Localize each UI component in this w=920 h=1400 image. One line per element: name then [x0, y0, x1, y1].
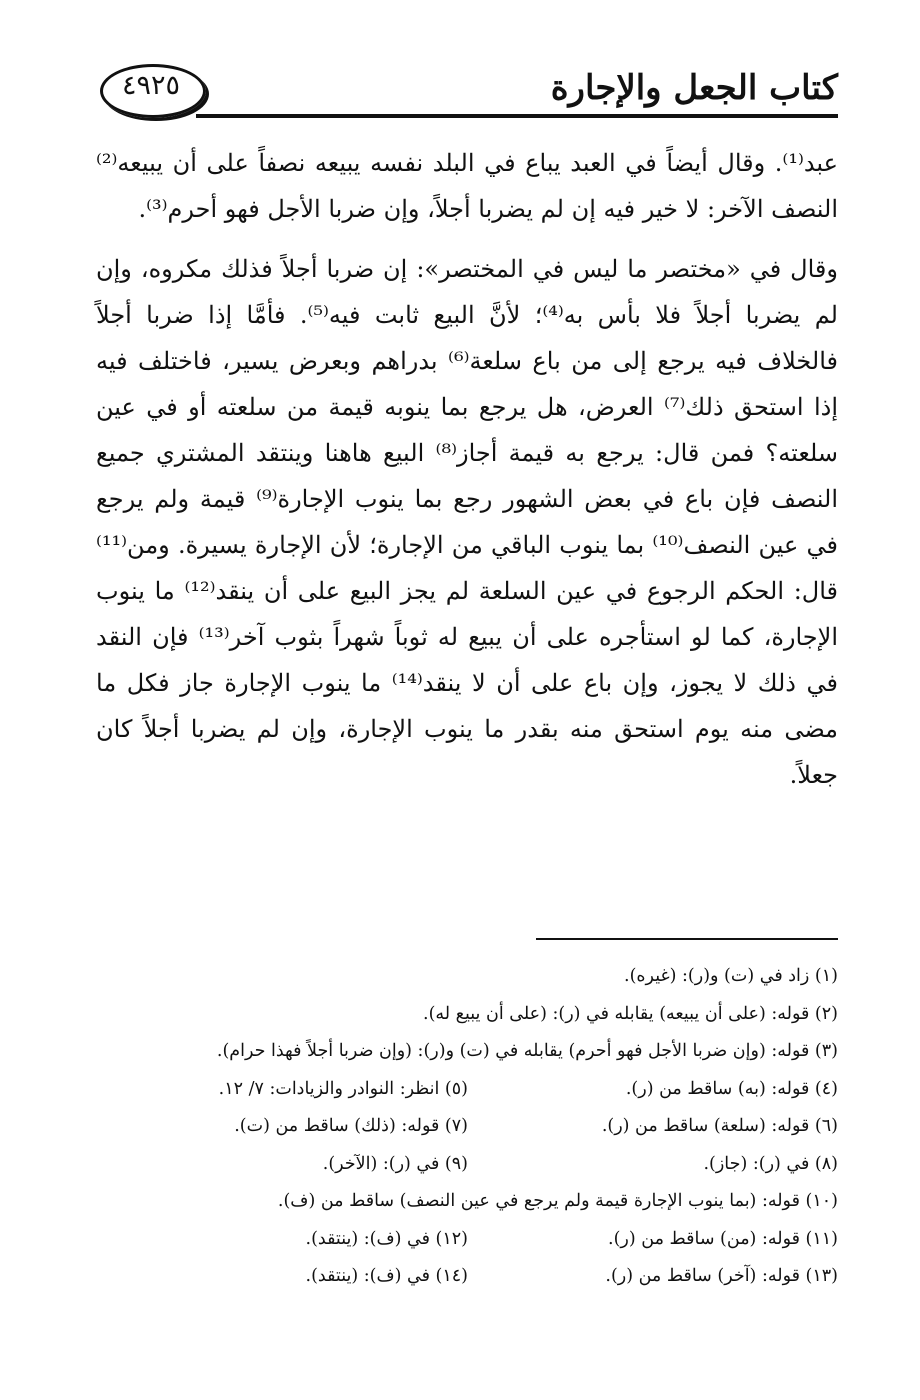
- footnote: (١) زاد في (ت) و(ر): (غيره).: [624, 966, 838, 986]
- footnote: (٩) في (ر): (الآخر).: [322, 1153, 468, 1174]
- footnotes: [96, 958, 838, 1296]
- footnote-row: [96, 1146, 838, 1184]
- footnote-separator: [536, 938, 838, 940]
- footnote: (١١) قوله: (من) ساقط من (ر).: [608, 1228, 838, 1249]
- footnote: (٦) قوله: (سلعة) ساقط من (ر).: [601, 1116, 838, 1136]
- page-header: [96, 62, 838, 122]
- footnote: (٥) انظر: النوادر والزيادات: ٧/ ١٢.: [218, 1078, 468, 1099]
- footnote: (٧) قوله: (ذلك) ساقط من (ت).: [234, 1116, 468, 1136]
- footnote: (٨) في (ر): (جاز).: [703, 1153, 838, 1174]
- footnote: (١٠) قوله: (بما ينوب الإجارة قيمة ولم يرجع في عين النصف) ساقط من (ف).: [277, 1191, 838, 1211]
- page-number: ٤٩٢٥: [121, 70, 180, 101]
- paragraph: عبد⁽¹⁾. وقال أيضاً في العبد يباع في البلد نفسه يبيعه نصفاً على أن يبيعه⁽²⁾ النصف الآخر: لا خير فيه إن لم يضربا أجلاً، وإن ضربا الأجل فهو أحرم⁽³⁾.: [96, 149, 838, 223]
- footnote-row: [96, 1258, 838, 1296]
- footnote-row: [96, 1108, 838, 1146]
- footnote: (٣) قوله: (وإن ضربا الأجل فهو أحرم) يقابله في (ت) و(ر): (وإن ضربا أجلاً فهذا حرام).: [216, 1041, 838, 1061]
- footnote: (١٣) قوله: (آخر) ساقط من (ر).: [605, 1266, 838, 1286]
- header-rule: [196, 114, 838, 118]
- footnote: (١٤) في (ف): (ينتقد).: [305, 1266, 468, 1286]
- footnote: (١٢) في (ف): (ينتقد).: [305, 1228, 468, 1249]
- footnote-row: [96, 1071, 838, 1109]
- paragraph: وقال في «مختصر ما ليس في المختصر»: إن ضربا أجلاً فذلك مكروه، وإن لم يضربا أجلاً فلا بأس به⁽⁴⁾؛ لأنَّ البيع ثابت فيه⁽⁵⁾. فأمَّا إذا ضربا أجلاً فالخلاف فيه يرجع إلى من باع سلعة⁽⁶⁾ بدراهم وبعرض يسير، فاختلف فيه إذا استحق ذلك⁽⁷⁾ العرض، هل يرجع بما ينوبه قيمة من سلعته أو في عين سلعته؟ فمن قال: يرجع به قيمة أجاز⁽⁸⁾ البيع هاهنا وينتقد المشتري جميع النصف فإن باع في بعض الشهور رجع بما ينوب الإجارة⁽⁹⁾ قيمة ولم يرجع في عين النصف⁽¹⁰⁾ بما ينوب الباقي من الإجارة؛ لأن الإجارة يسيرة. ومن⁽¹¹⁾ قال: الحكم الرجوع في عين السلعة لم يجز البيع على أن ينقد⁽¹²⁾ ما ينوب الإجارة، كما لو استأجره على أن يبيع له ثوباً شهراً بثوب آخر⁽¹³⁾ فإن النقد في ذلك لا يجوز، وإن باع على أن لا ينقد⁽¹⁴⁾ ما ينوب الإجارة جاز فكل ما مضى منه يوم استحق منه بقدر ما ينوب الإجارة، وإن لم يضربا أجلاً كان جعلاً.: [96, 255, 839, 789]
- footnote: (٤) قوله: (به) ساقط من (ر).: [625, 1078, 838, 1099]
- main-text: [96, 140, 838, 798]
- footnote: (٢) قوله: (على أن يبيعه) يقابله في (ر): (على أن يبيع له).: [423, 1003, 838, 1024]
- book-title: كتاب الجعل والإجارة: [550, 68, 838, 108]
- footnote-row: [96, 1221, 838, 1259]
